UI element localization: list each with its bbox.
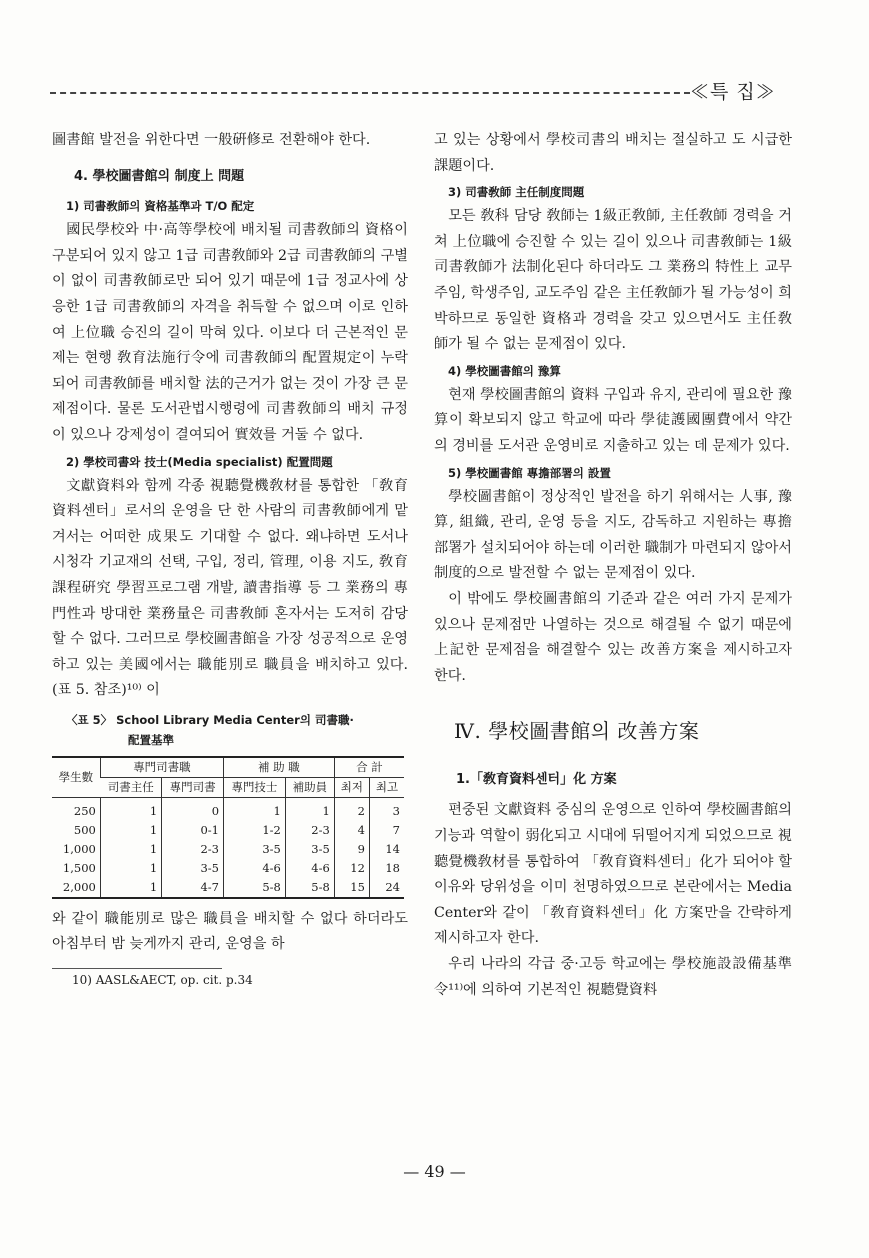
subheader-min: 최저 <box>334 777 369 797</box>
subheader-aide: 補助員 <box>285 777 334 797</box>
table-cell: 1 <box>100 797 161 821</box>
table-cell: 1,500 <box>62 860 96 875</box>
table-cell: 4-7 <box>162 878 224 898</box>
right-column <box>434 128 792 1003</box>
table-cell: 4-6 <box>285 859 334 878</box>
table-cell: 1,000 <box>62 841 96 856</box>
header-professional: 專門司書職 <box>100 757 223 778</box>
subsection-heading: 1) 司書敎師의 資格基準과 T/O 配定 <box>66 199 255 214</box>
paragraph: 와 같이 職能別로 많은 職員을 배치할 수 없다 하더라도 아침부터 밤 늦게까지 관리, 운영을 하 <box>52 910 408 953</box>
table-body <box>52 797 404 898</box>
subheader-max: 최고 <box>369 777 404 797</box>
paragraph: 편중된 文獻資料 중심의 운영으로 인하여 學校圖書館의 기능과 역할이 弱化되고 시대에 뒤떨어지게 되었으므로 視聽覺機敎材를 통합하여 「敎育資料센터」化가 되어야 할 이유와 당위성을 이미 천명하였으므로 본란에서는 Media Center와 같이 「敎育資料센터」化 方案만을 간략하게 제시하고자 한다. <box>434 802 792 947</box>
subsection-heading: 2) 學校司書와 技士(Media specialist) 配置問題 <box>66 454 333 469</box>
table-cell: 7 <box>369 821 404 840</box>
header-support: 補 助 職 <box>224 757 335 778</box>
table-cell: 24 <box>369 878 404 898</box>
table-row <box>52 840 404 859</box>
staffing-table <box>52 756 404 899</box>
chapter-title: Ⅳ. 學校圖書館의 改善方案 <box>454 719 700 744</box>
paragraph: 고 있는 상황에서 學校司書의 배치는 절실하고 도 시급한 課題이다. <box>434 132 792 174</box>
table-cell: 0 <box>162 797 224 821</box>
table-cell: 4-6 <box>224 859 286 878</box>
table-row <box>52 797 404 821</box>
table-cell: 1 <box>285 797 334 821</box>
table-row <box>52 821 404 840</box>
paragraph: 모든 敎科 담당 敎師는 1級正敎師, 主任敎師 경력을 거쳐 上位職에 승진할 수 있는 길이 있으나 司書敎師는 1級司書敎師가 法制化된다 하더라도 그 業務의 特性上 교무주임, 학생주임, 교도주임 같은 主任敎師가 될 가능성이 희박하므로 동일한 資格과 경력을 갖고 있으면서도 主任敎師가 될 수 없는 문제점이 있다. <box>434 208 792 353</box>
table-cell: 9 <box>334 840 369 859</box>
section-heading: 1.「敎育資料센터」化 方案 <box>456 771 617 787</box>
table-cell: 14 <box>369 840 404 859</box>
table-cell: 2 <box>334 797 369 821</box>
header-students: 學生數 <box>52 757 100 798</box>
paragraph: 文獻資料와 함께 각종 視聽覺機敎材를 통합한 「敎育資料센터」로서의 운영을 단 한 사람의 司書敎師에게 맡겨서는 어떠한 成果도 기대할 수 없다. 왜냐하면 도서나 시청각 기교재의 선택, 구입, 정리, 管理, 이용 지도, 敎育課程硏究 學習프로그램 개발, 讀書指導 등 그 業務의 專門性과 방대한 業務量은 司書敎師 혼자서는 도저히 감당할 수 없다. 그러므로 學校圖書館을 가장 성공적으로 운영하고 있는 美國에서는 職能別로 職員을 배치하고 있다. (표 5. 참조)¹⁰⁾ 이 <box>52 477 408 699</box>
table-cell: 3-5 <box>162 859 224 878</box>
footnote: 10) AASL&AECT, op. cit. p.34 <box>72 973 253 988</box>
paragraph: 이 밖에도 學校圖書館의 기준과 같은 여러 가지 문제가 있으나 문제점만 나열하는 것으로 해결될 수 없기 때문에 上記한 문제점을 해결할수 있는 改善方案을 제시하고자 한다. <box>434 590 792 684</box>
table-cell: 1 <box>100 821 161 840</box>
table-cell: 250 <box>73 803 96 818</box>
subheader-technician: 專門技士 <box>224 777 286 797</box>
paragraph: 현재 學校圖書館의 資料 구입과 유지, 관리에 필요한 豫算이 확보되지 않고 학교에 따라 學徒護國團費에서 약간의 경비를 도서관 운영비로 지출하고 있는 데 문제가 있다. <box>434 386 792 454</box>
subheader-professional-librarian: 專門司書 <box>162 777 224 797</box>
table-cell: 5-8 <box>285 878 334 898</box>
table-caption-line1: 〈표 5〉 School Library Media Center의 司書職· <box>66 712 354 727</box>
table-cell: 3-5 <box>224 840 286 859</box>
table-cell: 4 <box>334 821 369 840</box>
table-cell: 0-1 <box>162 821 224 840</box>
table-cell: 15 <box>334 878 369 898</box>
table-row <box>52 859 404 878</box>
paragraph: 우리 나라의 각급 중·고등 학교에는 學校施設設備基準令¹¹⁾에 의하여 기본적인 視聽覺資料 <box>434 956 792 998</box>
table-cell: 2-3 <box>285 821 334 840</box>
table-cell: 1 <box>100 878 161 898</box>
header-rule <box>50 92 690 94</box>
special-feature-label: ≪특 집≫ <box>690 81 776 103</box>
paragraph: 國民學校와 中·高等學校에 배치될 司書敎師의 資格이 구분되어 있지 않고 1급 司書敎師와 2급 司書敎師의 구별이 없이 司書敎師로만 되어 있기 때문에 1급 정교사에 상응한 1급 司書敎師의 자격을 취득할 수 없으며 이로 인하여 上位職 승진의 길이 막혀 있다. 이보다 더 근본적인 문제는 현행 敎育法施行令에 司書敎師의 配置規定이 누락되어 司書敎師를 배치할 法的근거가 없는 것이 가장 큰 문제점이다. 물론 도서관법시행령에 司書敎師의 배치 규정이 있으나 강제성이 결여되어 實效를 거둘 수 없다. <box>52 222 408 443</box>
table-cell: 1 <box>100 859 161 878</box>
paragraph: 學校圖書館이 정상적인 발전을 하기 위해서는 人事, 豫算, 組織, 관리, 운영 등을 지도, 감독하고 지원하는 專擔部署가 설치되어야 하는데 이러한 職制가 마련되지 않아서 制度的으로 발전할 수 없는 문제점이 있다. <box>434 488 792 582</box>
subsection-heading: 3) 司書敎師 主任制度問題 <box>448 185 585 200</box>
table-cell: 500 <box>73 822 96 837</box>
left-column <box>52 128 408 991</box>
subsection-heading: 4) 學校圖書館의 豫算 <box>448 363 561 378</box>
table-cell: 3 <box>369 797 404 821</box>
table-cell: 3-5 <box>285 840 334 859</box>
page-number: — 49 — <box>403 1162 466 1181</box>
subsection-heading: 5) 學校圖書館 專擔部署의 設置 <box>448 465 611 480</box>
header-total: 合 計 <box>334 757 404 778</box>
table-caption <box>66 710 408 750</box>
table-cell: 2-3 <box>162 840 224 859</box>
table-cell: 1 <box>224 797 286 821</box>
table-row <box>52 878 404 898</box>
table-cell: 12 <box>334 859 369 878</box>
section-heading: 4. 學校圖書館의 制度上 問題 <box>74 168 245 184</box>
table-cell: 5-8 <box>224 878 286 898</box>
subheader-head-librarian: 司書主任 <box>100 777 161 797</box>
table-cell: 1 <box>100 840 161 859</box>
table-cell: 18 <box>369 859 404 878</box>
table-cell: 2,000 <box>62 879 96 894</box>
table-caption-line2: 配置基準 <box>128 732 174 747</box>
table-cell: 1-2 <box>224 821 286 840</box>
paragraph: 圖書館 발전을 위한다면 一般硏修로 전환해야 한다. <box>52 132 371 148</box>
